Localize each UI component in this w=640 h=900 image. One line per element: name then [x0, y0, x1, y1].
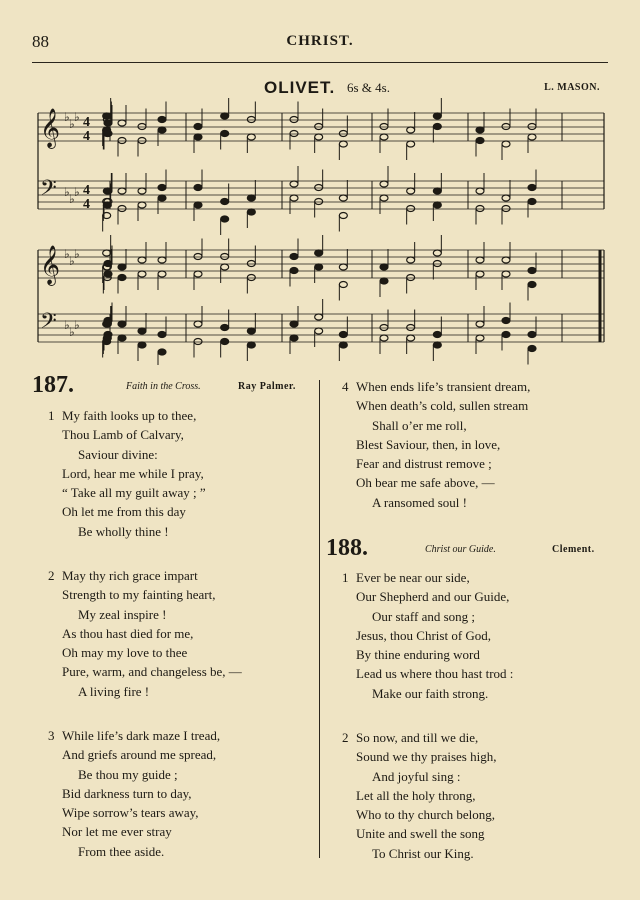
- bass-clef-icon: 𝄢: [40, 176, 57, 206]
- verse-line: Nor let me ever stray: [62, 824, 172, 840]
- stanza-number: 2: [342, 730, 349, 745]
- verse-line: Our Shepherd and our Guide,: [356, 589, 510, 605]
- verse-line: Unite and swell the song: [356, 826, 485, 842]
- stanza-number: 4: [342, 379, 349, 394]
- column-divider: [319, 380, 320, 858]
- verse-line: And joyful sing :: [372, 768, 461, 784]
- page-number: 88: [32, 32, 49, 51]
- verse-line: Thou Lamb of Calvary,: [62, 427, 184, 443]
- header-rule: [32, 62, 608, 63]
- stanza: [48, 726, 221, 861]
- stanza-number: 2: [48, 568, 55, 583]
- verse-line: When death’s cold, sullen stream: [356, 398, 529, 414]
- verse-line: Oh let me from this day: [62, 504, 186, 520]
- flat-icon: ♭: [74, 185, 80, 199]
- verse-line: From thee aside.: [78, 843, 165, 859]
- verse-line: And griefs around me spread,: [62, 747, 217, 763]
- flat-icon: ♭: [74, 247, 80, 261]
- verse-line: Pure, warm, and changeless be, —: [62, 664, 242, 680]
- verse-line: While life’s dark maze I tread,: [62, 728, 221, 743]
- flat-icon: ♭: [64, 185, 70, 199]
- flat-icon: ♭: [69, 192, 75, 206]
- page-header: [32, 32, 608, 56]
- verse-line: Be wholly thine !: [78, 523, 169, 539]
- verse-line: Who to thy church belong,: [356, 807, 495, 823]
- verse-line: Ever be near our side,: [356, 570, 470, 585]
- hymn-author: Clement.: [552, 544, 595, 555]
- verse-line: Lead us where thou hast trod :: [356, 666, 514, 682]
- verse-line: My faith looks up to thee,: [62, 408, 197, 423]
- stanza: [342, 568, 514, 703]
- verse-line: Oh bear me safe above, —: [356, 475, 495, 491]
- verse-line: Let all the holy throng,: [356, 787, 476, 803]
- verse-line: Jesus, thou Christ of God,: [356, 627, 492, 643]
- running-head: CHRIST.: [286, 33, 354, 49]
- verse-line: Sound we thy praises high,: [356, 749, 497, 765]
- hymn-author: Ray Palmer.: [238, 381, 296, 392]
- treble-clef-icon: 𝄞: [40, 108, 61, 148]
- bass-clef-icon: 𝄢: [40, 309, 57, 339]
- flat-icon: ♭: [64, 110, 70, 124]
- time-signature: 4: [83, 183, 90, 198]
- flat-icon: ♭: [69, 325, 75, 339]
- stanza-number: 1: [342, 570, 349, 585]
- verse-line: By thine enduring word: [356, 647, 480, 663]
- tune-name: OLIVET.: [264, 78, 336, 97]
- verse-line: Fear and distrust remove ;: [356, 456, 492, 472]
- verse-line: Wipe sorrow’s tears away,: [62, 805, 199, 821]
- verse-line: Our staff and song ;: [372, 608, 476, 624]
- time-signature: 4: [83, 115, 90, 130]
- verse-line: Lord, hear me while I pray,: [62, 465, 204, 481]
- stanza-number: 1: [48, 408, 55, 423]
- flat-icon: ♭: [64, 247, 70, 261]
- flat-icon: ♭: [64, 318, 70, 332]
- verse-line: Saviour divine:: [78, 446, 158, 462]
- verse-line: Blest Saviour, then, in love,: [356, 436, 501, 452]
- stanza: [342, 728, 497, 863]
- flat-icon: ♭: [69, 117, 75, 131]
- verse-line: When ends life’s transient dream,: [356, 379, 531, 394]
- verse-line: As thou hast died for me,: [62, 625, 194, 641]
- verse-line: A living fire !: [78, 683, 150, 699]
- verse-line: “ Take all my guilt away ; ”: [62, 485, 206, 501]
- treble-clef-icon: 𝄞: [40, 245, 61, 285]
- hymn-number: 187.: [32, 372, 74, 398]
- verse-line: A ransomed soul !: [372, 494, 467, 510]
- hymn-subtitle: Faith in the Cross.: [126, 381, 201, 392]
- verse-line: To Christ our King.: [372, 845, 474, 861]
- verse-line: Be thou my guide ;: [78, 766, 178, 782]
- hymn-subtitle: Christ our Guide.: [425, 544, 496, 555]
- verse-line: Bid darkness turn to day,: [62, 785, 192, 801]
- flat-icon: ♭: [69, 254, 75, 268]
- stanza: [342, 377, 531, 512]
- stanza: [48, 406, 206, 541]
- tune-composer: L. MASON.: [544, 82, 600, 93]
- stanza: [48, 566, 242, 701]
- tune-meter: 6s & 4s.: [347, 80, 390, 95]
- flat-icon: ♭: [74, 110, 80, 124]
- verse-line: So now, and till we die,: [356, 730, 479, 745]
- time-signature: 4: [83, 129, 90, 144]
- music-score: [0, 95, 640, 365]
- verse-line: May thy rich grace impart: [62, 568, 198, 583]
- verse-line: Oh may my love to thee: [62, 645, 188, 661]
- stanza-number: 3: [48, 728, 55, 743]
- hymn-number: 188.: [326, 535, 368, 561]
- flat-icon: ♭: [74, 318, 80, 332]
- verse-line: Strength to my fainting heart,: [62, 587, 216, 603]
- time-signature: 4: [83, 197, 90, 212]
- verse-line: Make our faith strong.: [372, 685, 489, 701]
- verse-line: My zeal inspire !: [78, 606, 167, 622]
- verse-line: Shall o’er me roll,: [372, 417, 467, 433]
